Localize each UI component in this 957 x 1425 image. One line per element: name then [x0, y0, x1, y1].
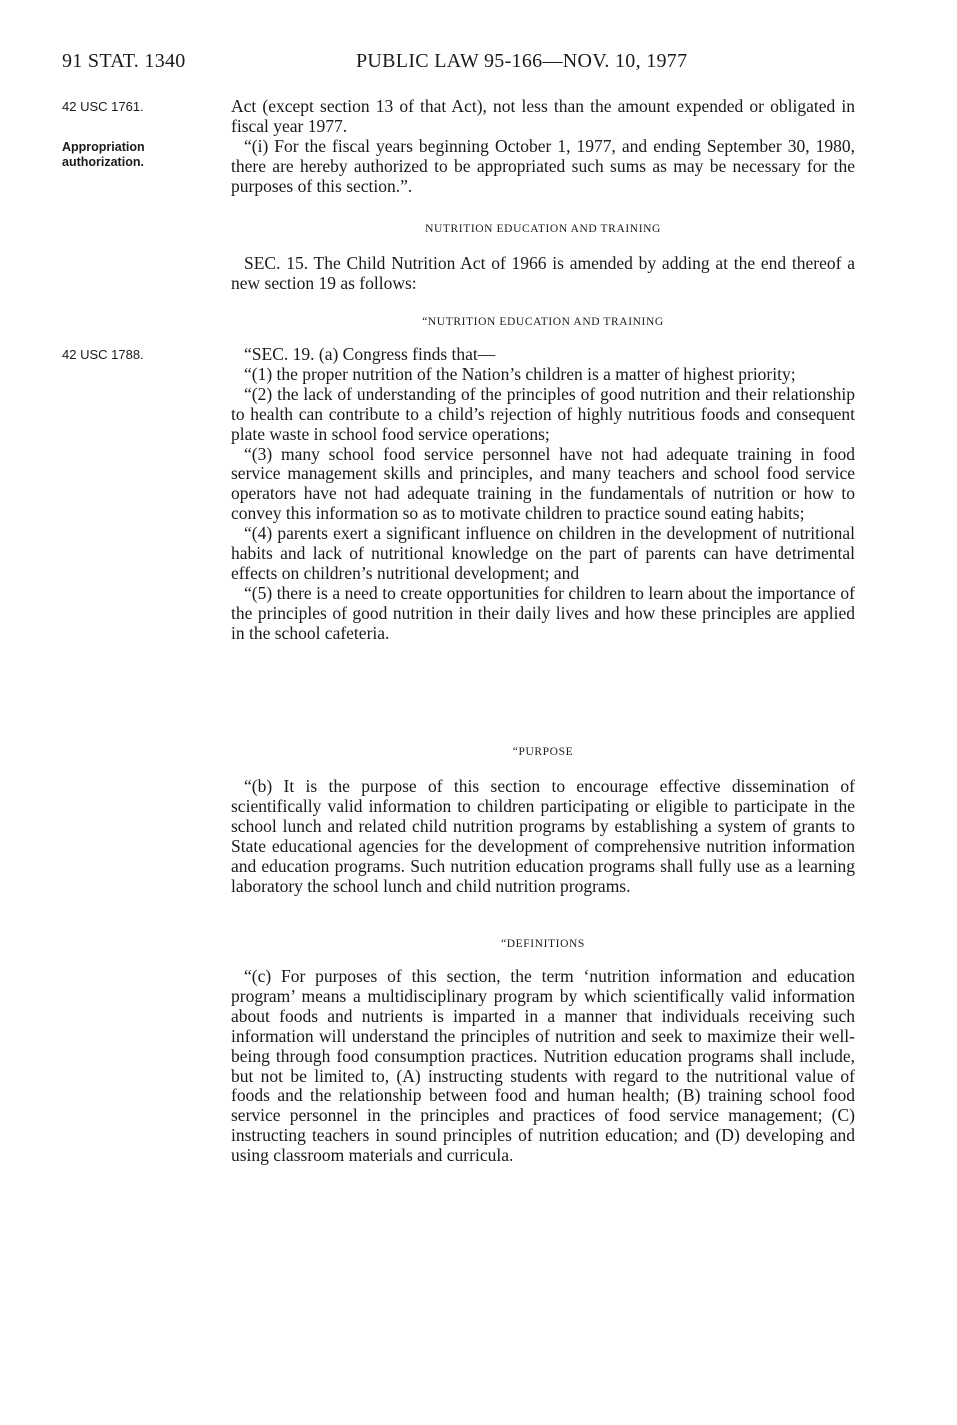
- margin-note-appropriation: Appropriation authorization.: [62, 140, 145, 169]
- block-sec15: [231, 254, 855, 294]
- law-title: PUBLIC LAW 95-166—NOV. 10, 1977: [356, 50, 688, 72]
- paragraph-definitions: “(c) For purposes of this section, the term ‘nutrition information and education program’ means a multidisciplinary program by which scientifically valid information about foods and nutrients is imparted in a manner that individuals receiving such information will understand the principles of nutrition and seek to maximize their well-being through food consumption practices. Nutrition education programs shall include, but not be limited to, (A) instructing students with regard to the nutritional value of foods and the relationship between food and human health; (B) training school food service personnel in the principles and practices of food service management; (C) instructing teachers in sound principles of nutrition education; and (D) developing and using classroom materials and curricula.: [231, 966, 855, 1166]
- margin-note-usc-1761: 42 USC 1761.: [62, 99, 144, 114]
- paragraph-finding-1: “(1) the proper nutrition of the Nation’s children is a matter of highest priority;: [244, 363, 796, 384]
- paragraph-finding-2: “(2) the lack of understanding of the principles of good nutrition and their relationship to health can contribute to a child’s rejection of highly nutritious foods and consequent plate waste in school food service operations;: [231, 383, 855, 444]
- running-head: [62, 50, 902, 78]
- block-definitions: [231, 967, 855, 1166]
- paragraph-finding-3: “(3) many school food service personnel have not had adequate training in food service management skills and principles, and many teachers and school food service operators have not had adequate training in the fundamentals of nutrition or how to convey this information so as to motivate children to practice sound eating habits;: [231, 443, 855, 524]
- block-findings: [231, 345, 855, 644]
- heading-purpose: “PURPOSE: [512, 746, 574, 758]
- block-continuation: [231, 97, 855, 197]
- heading-quoted-nutrition-education: “NUTRITION EDUCATION AND TRAINING: [422, 316, 664, 328]
- paragraph-findings-intro: “SEC. 19. (a) Congress finds that—: [244, 344, 496, 364]
- heading-nutrition-education: NUTRITION EDUCATION AND TRAINING: [425, 223, 661, 235]
- paragraph-appropriation: “(i) For the fiscal years beginning October 1, 1977, and ending September 30, 1980, there are hereby authorized to be appropriated such sums as may be necessary for the purposes of this section.”.: [231, 135, 855, 196]
- paragraph-finding-4: “(4) parents exert a significant influence on children in the development of nutritional habits and lack of nutritional knowledge on the part of parents can have detrimental effects on children’s nutritional development; and: [231, 523, 855, 583]
- paragraph-finding-5: “(5) there is a need to create opportunities for children to learn about the importance of the principles of good nutrition in their daily lives and how these principles are applied in the school cafeteria.: [231, 582, 855, 643]
- paragraph-purpose: “(b) It is the purpose of this section to encourage effective dissemination of scientifically valid information to children participating or eligible to participate in the school lunch and related child nutrition programs by establishing a system of grants to State educational agencies for the development of comprehensive nutrition information and education programs. Such nutrition education programs shall fully use as a learning laboratory the school lunch and child nutrition programs.: [231, 776, 855, 896]
- margin-note-usc-1788: 42 USC 1788.: [62, 347, 144, 362]
- block-purpose: [231, 777, 855, 896]
- paragraph-sec15: SEC. 15. The Child Nutrition Act of 1966 is amended by adding at the end thereof a new section 19 as follows:: [231, 253, 855, 293]
- stat-page-number: 91 STAT. 1340: [62, 50, 186, 72]
- paragraph-act-continuation: Act (except section 13 of that Act), not less than the amount expended or obligated in fiscal year 1977.: [231, 96, 855, 136]
- heading-definitions: “DEFINITIONS: [501, 938, 585, 950]
